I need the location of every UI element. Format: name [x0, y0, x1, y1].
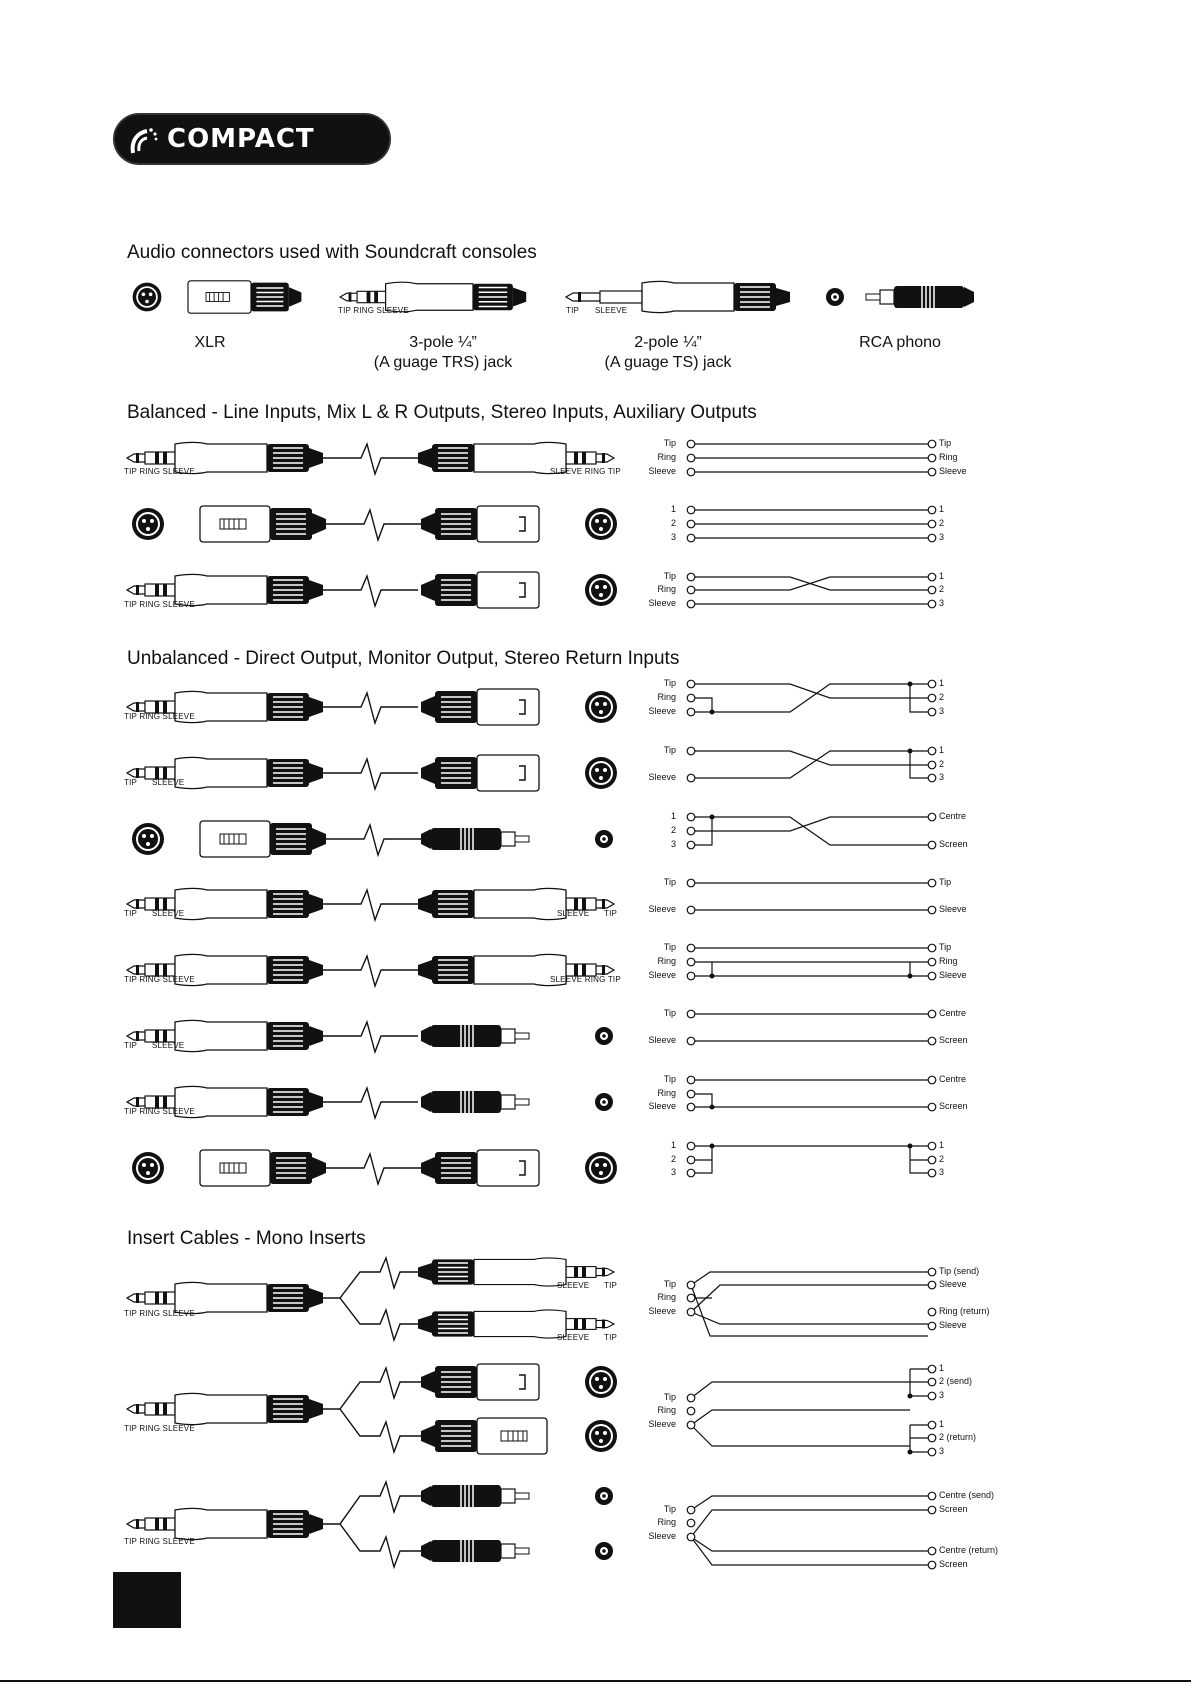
wr-u4-sleeve: Sleeve — [939, 904, 967, 914]
wr-u3-screen: Screen — [939, 839, 968, 849]
caption-ts-1: 2-pole ¼” — [634, 334, 702, 351]
wr-b2-2: 2 — [939, 518, 945, 528]
wl-u7-sleeve: Sleeve — [648, 1101, 676, 1111]
wl-u3-1: 1 — [670, 811, 676, 821]
wr-b3-3: 3 — [939, 598, 945, 608]
label-i1-r2-sleeve: SLEEVE — [557, 1333, 590, 1342]
wl-u7-ring: Ring — [657, 1088, 676, 1098]
wl-i3-tip: Tip — [663, 1504, 676, 1514]
wr-i1-tip-send: Tip (send) — [939, 1266, 980, 1276]
label-b3-left: TIP RING SLEEVE — [124, 600, 195, 609]
wl-u3-2: 2 — [670, 825, 676, 835]
label-u5-right: SLEEVE RING TIP — [550, 975, 621, 984]
wr-i3-centre-return: Centre (return) — [939, 1545, 999, 1555]
label-b1-left: TIP RING SLEEVE — [124, 467, 195, 476]
label-i3-left: TIP RING SLEEVE — [124, 1537, 195, 1546]
label-ts-sleeve-top: SLEEVE — [595, 306, 628, 315]
wr-i1-sleeve-2: Sleeve — [939, 1320, 967, 1330]
label-u4-r-tip: TIP — [604, 909, 618, 918]
wl-u3-3: 3 — [670, 839, 676, 849]
wl-u1-ring: Ring — [657, 692, 676, 702]
wl-b1-sleeve: Sleeve — [648, 466, 676, 476]
wl-i2-sleeve: Sleeve — [648, 1419, 676, 1429]
label-u4-r-sleeve: SLEEVE — [557, 909, 590, 918]
wr-i1-ring-return: Ring (return) — [939, 1306, 990, 1316]
bottom-rule — [0, 1680, 1191, 1682]
wl-u8-1: 1 — [670, 1140, 676, 1150]
wl-u8-2: 2 — [670, 1154, 676, 1164]
wr-u4-tip: Tip — [939, 877, 952, 887]
wr-u5-ring: Ring — [939, 956, 958, 966]
wl-i2-tip: Tip — [663, 1392, 676, 1402]
heading-insert: Insert Cables - Mono Inserts — [127, 1228, 366, 1249]
wr-u5-sleeve: Sleeve — [939, 970, 967, 980]
wl-u5-ring: Ring — [657, 956, 676, 966]
wr-i2-2-return: 2 (return) — [939, 1432, 977, 1442]
wr-u1-1: 1 — [939, 678, 945, 688]
rca-connector-illustration — [826, 286, 974, 308]
wr-i2-3a: 3 — [939, 1390, 945, 1400]
wl-b2-2: 2 — [670, 518, 676, 528]
label-u4-sleeve: SLEEVE — [152, 909, 185, 918]
wr-i3-screen-2: Screen — [939, 1559, 968, 1569]
wl-u4-sleeve: Sleeve — [648, 904, 676, 914]
wr-u8-2: 2 — [939, 1154, 945, 1164]
heading-connectors: Audio connectors used with Soundcraft consoles — [127, 242, 537, 263]
wl-u5-sleeve: Sleeve — [648, 970, 676, 980]
caption-trs-2: (A guage TRS) jack — [373, 354, 513, 371]
wr-u2-3: 3 — [939, 772, 945, 782]
wl-u2-tip: Tip — [663, 745, 676, 755]
wr-b2-3: 3 — [939, 532, 945, 542]
wr-b1-tip: Tip — [939, 438, 952, 448]
wl-u1-tip: Tip — [663, 678, 676, 688]
wr-b2-1: 1 — [939, 504, 945, 514]
wl-u7-tip: Tip — [663, 1074, 676, 1084]
wl-u2-sleeve: Sleeve — [648, 772, 676, 782]
wr-u7-screen: Screen — [939, 1101, 968, 1111]
wr-i2-3b: 3 — [939, 1446, 945, 1456]
wl-u6-tip: Tip — [663, 1008, 676, 1018]
heading-unbalanced: Unbalanced - Direct Output, Monitor Output, Stereo Return Inputs — [127, 648, 680, 669]
wr-i3-centre-send: Centre (send) — [939, 1490, 995, 1500]
caption-ts-2: (A guage TS) jack — [604, 354, 732, 371]
wl-b3-tip: Tip — [663, 571, 676, 581]
wl-i1-ring: Ring — [657, 1292, 676, 1302]
label-u7-left: TIP RING SLEEVE — [124, 1107, 195, 1116]
page-number-block — [113, 1572, 181, 1628]
wr-u2-2: 2 — [939, 759, 945, 769]
wr-b1-sleeve: Sleeve — [939, 466, 967, 476]
wl-b1-tip: Tip — [663, 438, 676, 448]
wr-u3-centre: Centre — [939, 811, 967, 821]
caption-trs-1: 3-pole ¼” — [409, 334, 477, 351]
label-u2-sleeve: SLEEVE — [152, 778, 185, 787]
wr-i2-1a: 1 — [939, 1363, 945, 1373]
wr-u6-screen: Screen — [939, 1035, 968, 1045]
wr-i1-sleeve-1: Sleeve — [939, 1279, 967, 1289]
label-i2-left: TIP RING SLEEVE — [124, 1424, 195, 1433]
wr-u7-centre: Centre — [939, 1074, 967, 1084]
caption-rca: RCA phono — [859, 334, 941, 351]
wl-u8-3: 3 — [670, 1167, 676, 1177]
wr-b3-2: 2 — [939, 584, 945, 594]
wl-i1-sleeve: Sleeve — [648, 1306, 676, 1316]
wl-b3-sleeve: Sleeve — [648, 598, 676, 608]
label-u4-tip: TIP — [124, 909, 138, 918]
label-b1-right: SLEEVE RING TIP — [550, 467, 621, 476]
wr-i3-screen-1: Screen — [939, 1504, 968, 1514]
wl-b2-3: 3 — [670, 532, 676, 542]
label-i1-r1-sleeve: SLEEVE — [557, 1281, 590, 1290]
wl-b1-ring: Ring — [657, 452, 676, 462]
label-u1-left: TIP RING SLEEVE — [124, 712, 195, 721]
wr-b3-1: 1 — [939, 571, 945, 581]
wl-b2-1: 1 — [670, 504, 676, 514]
wr-u5-tip: Tip — [939, 942, 952, 952]
xlr-connector-illustration — [133, 281, 302, 313]
wl-i2-ring: Ring — [657, 1405, 676, 1415]
wr-i2-1b: 1 — [939, 1419, 945, 1429]
label-ts-tip-top: TIP — [566, 306, 580, 315]
wl-u1-sleeve: Sleeve — [648, 706, 676, 716]
label-i1-r2-tip: TIP — [604, 1333, 618, 1342]
wl-b3-ring: Ring — [657, 584, 676, 594]
wr-b1-ring: Ring — [939, 452, 958, 462]
wr-u8-3: 3 — [939, 1167, 945, 1177]
wl-i3-sleeve: Sleeve — [648, 1531, 676, 1541]
wl-i1-tip: Tip — [663, 1279, 676, 1289]
caption-xlr: XLR — [194, 334, 226, 351]
wl-i3-ring: Ring — [657, 1517, 676, 1527]
label-u2-tip: TIP — [124, 778, 138, 787]
wr-i2-2-send: 2 (send) — [939, 1376, 973, 1386]
wr-u1-2: 2 — [939, 692, 945, 702]
label-i1-left: TIP RING SLEEVE — [124, 1309, 195, 1318]
logo-text: COMPACT — [167, 124, 315, 154]
label-u6-sleeve: SLEEVE — [152, 1041, 185, 1050]
wl-u5-tip: Tip — [663, 942, 676, 952]
label-u6-tip: TIP — [124, 1041, 138, 1050]
wr-u6-centre: Centre — [939, 1008, 967, 1018]
heading-balanced: Balanced - Line Inputs, Mix L & R Outputs, Stereo Inputs, Auxiliary Outputs — [127, 402, 757, 423]
wr-u8-1: 1 — [939, 1140, 945, 1150]
label-trs-top: TIP RING SLEEVE — [338, 306, 409, 315]
label-u5-left: TIP RING SLEEVE — [124, 975, 195, 984]
wl-u6-sleeve: Sleeve — [648, 1035, 676, 1045]
wr-u1-3: 3 — [939, 706, 945, 716]
wr-u2-1: 1 — [939, 745, 945, 755]
wl-u4-tip: Tip — [663, 877, 676, 887]
label-i1-r1-tip: TIP — [604, 1281, 618, 1290]
